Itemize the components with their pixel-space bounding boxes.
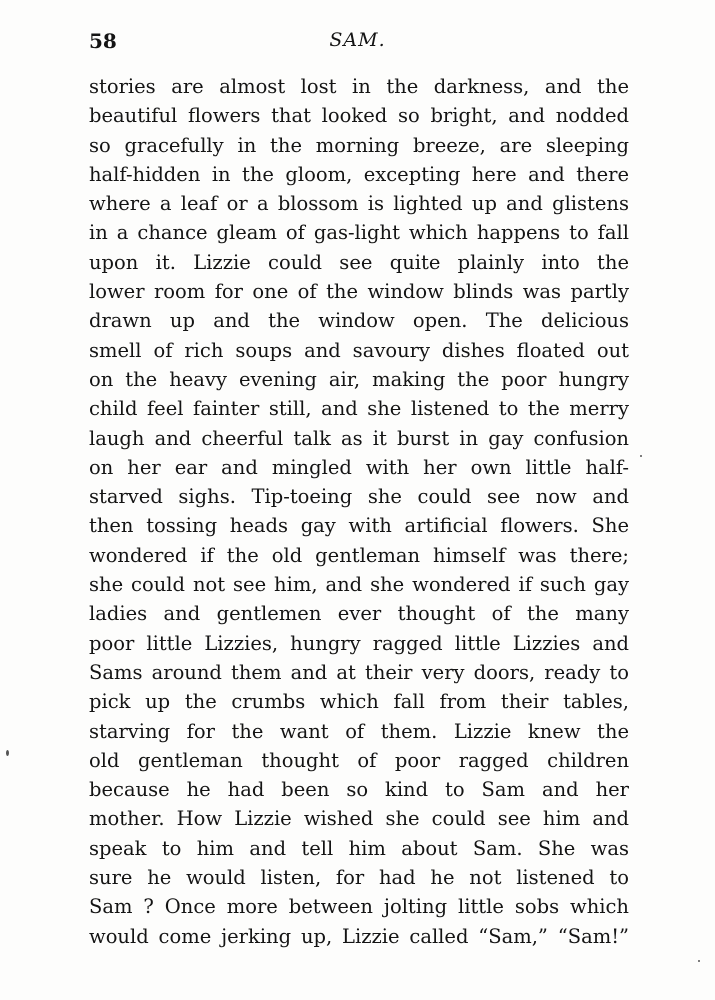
text-line: starving for the want of them. Lizzie knew the (89, 719, 629, 743)
scan-speck (698, 960, 700, 962)
text-line: would come jerking up, Lizzie called “Sam,” “Sam!” (89, 924, 629, 948)
text-line: pick up the crumbs which fall from their tables, (89, 690, 629, 714)
text-line: ladies and gentlemen ever thought of the many (89, 602, 629, 626)
text-line: child feel fainter still, and she listened to the merry (89, 397, 629, 421)
page-number: 58 (89, 29, 117, 53)
text-line: smell of rich soups and savoury dishes floated out (89, 338, 629, 362)
text-line: starved sighs. Tip-toeing she could see now and (89, 485, 629, 509)
text-line: on the heavy evening air, making the poor hungry (89, 367, 629, 391)
text-line: lower room for one of the window blinds was partly (89, 280, 629, 304)
scan-speck (640, 455, 642, 457)
text-line: poor little Lizzies, hungry ragged little Lizzies and (89, 631, 629, 655)
text-line: where a leaf or a blossom is lighted up and glistens (89, 192, 629, 216)
text-line: upon it. Lizzie could see quite plainly into the (89, 250, 629, 274)
text-line: speak to him and tell him about Sam. She was (89, 836, 629, 860)
text-line: old gentleman thought of poor ragged children (89, 748, 629, 772)
running-title: SAM. (329, 29, 386, 51)
text-line: in a chance gleam of gas-light which happens to fall (89, 221, 629, 245)
text-line: Sams around them and at their very doors, ready to (89, 660, 629, 684)
text-line: half-hidden in the gloom, excepting here and there (89, 162, 629, 186)
body-text (89, 72, 629, 951)
text-line: because he had been so kind to Sam and her (89, 778, 629, 802)
text-line: mother. How Lizzie wished she could see him and (89, 807, 629, 831)
text-line: sure he would listen, for had he not listened to (89, 866, 629, 890)
text-line: so gracefully in the morning breeze, are sleeping (89, 133, 629, 157)
scan-speck (6, 750, 9, 756)
text-line: she could not see him, and she wondered if such gay (89, 573, 629, 597)
text-line: stories are almost lost in the darkness, and the (89, 75, 629, 98)
text-line: then tossing heads gay with artificial flowers. She (89, 514, 629, 538)
text-line: drawn up and the window open. The delicious (89, 309, 629, 333)
text-line: on her ear and mingled with her own little half- (89, 455, 629, 479)
text-line: Sam ? Once more between jolting little sobs which (89, 895, 629, 919)
text-line: laugh and cheerful talk as it burst in gay confusion (89, 426, 629, 450)
text-line: wondered if the old gentleman himself was there; (89, 543, 629, 567)
text-line: beautiful flowers that looked so bright, and nodded (89, 104, 629, 128)
